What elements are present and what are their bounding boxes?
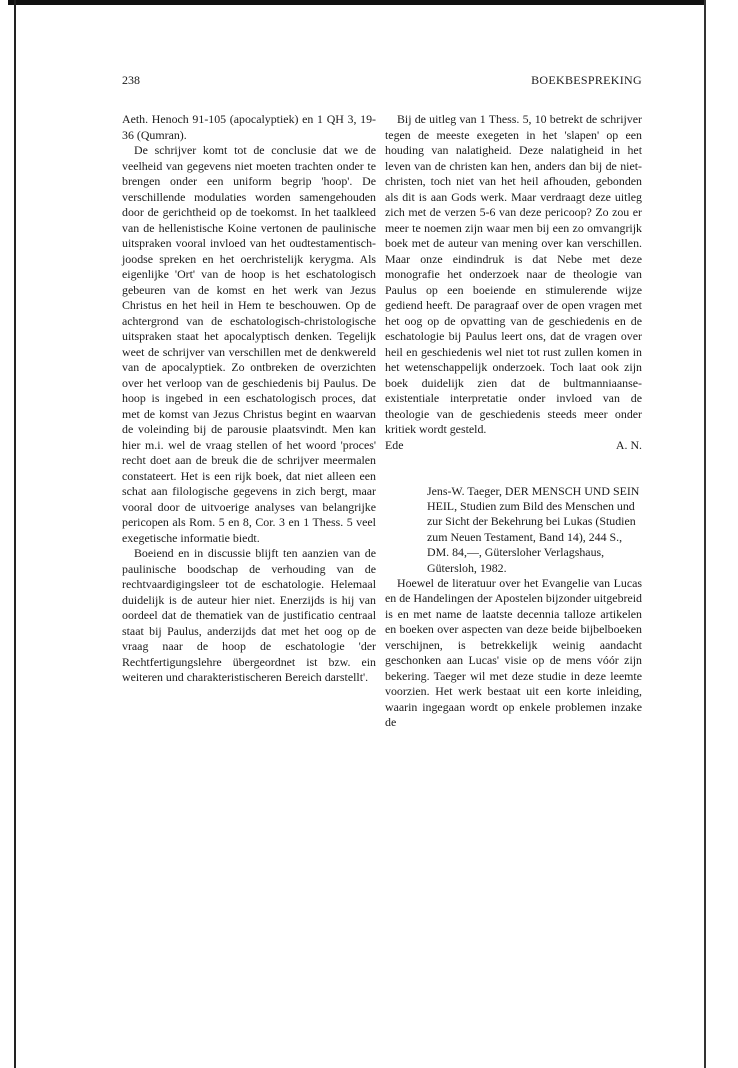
page-number: 238: [122, 73, 140, 87]
left-paragraph-2: De schrijver komt tot de conclusie dat we de veelheid van gegevens niet moeten trachten onder te brengen onder een uniform begrip 'hoop'. De verschillende modulaties worden samengehouden door de gerichtheid op de toekomst. In het taalkleed van de hellenistische Koine vertonen de paulinische uitspraken vooral invloed van het oudtestamentisch-joodse spreken en het oerchristelijk kerygma. Als eigenlijke 'Ort' van de hoop is het eschatologisch gebeuren van de komst en het werk van Jezus Christus en het heil in Hem te beschouwen. Op de achtergrond van de eschatologisch-christologische uitspraken staat het apocalyptisch denken. Tegelijk weet de schrijver van verschillen met de denkwereld van de apocalyptiek. Zo ontbreken de overzichten over het verloop van de geschiedenis bij Paulus. De hoop is ingebed in een eschatologisch proces, dat met de komst van Jezus Christus begint en waarvan de voleinding bij de parousie plaatsvindt. Men kan hier m.i. wel de vraag stellen of het woord 'proces' recht doet aan de breuk die de schrijver meermalen constateert. Het is een rijk boek, dat niet alleen een schat aan filologische gegevens in zich bergt, maar vooral door de uitvoerige analyses van belangrijke pericopen als Rom. 5 en 8, Cor. 3 en 1 Thess. 5 veel exegetische informatie biedt.: [122, 143, 376, 545]
scan-border-top: [8, 0, 706, 5]
review-signoff: [385, 438, 642, 454]
book-reference: Jens-W. Taeger, DER MENSCH UND SEIN HEIL, Studien zum Bild des Menschen und zur Sicht der Bekehrung bei Lukas (Studien zum Neuen Testament, Band 14), 244 S., DM. 84,—, Gütersloher Verlagshaus, Gütersloh, 1982.: [427, 483, 640, 575]
scan-border-left: [14, 0, 16, 1068]
right-column: [385, 112, 642, 731]
left-paragraph-3: Boeiend en in discussie blijft ten aanzien van de paulinische boodschap de verhouding van de rechtvaardigingsleer tot de eschatologie. Helemaal duidelijk is de auteur hier niet. Enerzijds is hij van oordeel dat de thematiek van de justificatio centraal staat bij Paulus, anderzijds dat met het oog op de vraag naar de hoop de eschatologie 'der Rechtfertigungslehre übergeordnet ist bzw. ein weiteren und charakteristischeren Bereich darstellt'.: [122, 546, 376, 684]
running-head: BOEKBESPREKING: [531, 73, 642, 87]
right-paragraph-1: Bij de uitleg van 1 Thess. 5, 10 betrekt de schrijver tegen de meeste exegeten in het 'slapen' op een houding van nalatigheid. Deze nalatigheid in het leven van de christen kan hen, anders dan bij de niet-christen, toch niet van het heil afhouden, gebonden als dit is aan Gods werk. Maar verdraagt deze uitleg zich met de verzen 5-6 van deze pericoop? Zo zou er meer te noemen zijn waar men bij een zo omvangrijk boek met de auteur van mening over kan verschillen. Maar onze eindindruk is dat Nebe met deze monografie het onderzoek naar de theologie van Paulus op een boeiende en stimulerende wijze gediend heeft. De paragraaf over de open vragen met het oog op de opvatting van de geschiedenis en de eschatologie bij Paulus leert ons, dat de vragen over heil en geschiedenis wel niet tot rust zullen komen in het wetenschappelijk onderzoek. Toch laat ook zijn boek duidelijk zien dat de bultmanniaanse-existentiale interpretatie onder invloed van de theologie van de geschiedenis steeds meer onder kritiek wordt gesteld.: [385, 112, 642, 436]
left-paragraph-1: Aeth. Henoch 91-105 (apocalyptiek) en 1 QH 3, 19-36 (Qumran).: [122, 112, 376, 142]
page-header: [122, 73, 642, 89]
new-review-paragraph: Hoewel de literatuur over het Evangelie van Lucas en de Handelingen der Apostelen bijzonder uitgebreid is en met name de laatste decennia talloze artikelen en boeken over aspecten van deze beide bijbelboeken verschijnen, is betrekkelijk weinig aandacht geschonken aan Lucas' visie op de mens vóór zijn bekering. Taeger wil met deze studie in deze leemte voorzien. Het werk bestaat uit een korte inleiding, waarin ingegaan wordt op enkele problemen inzake de: [385, 575, 642, 730]
signoff-place: Ede: [385, 437, 404, 452]
signoff-initials: A. N.: [615, 437, 642, 452]
scan-border-right: [704, 0, 706, 1068]
left-column: [122, 112, 376, 686]
